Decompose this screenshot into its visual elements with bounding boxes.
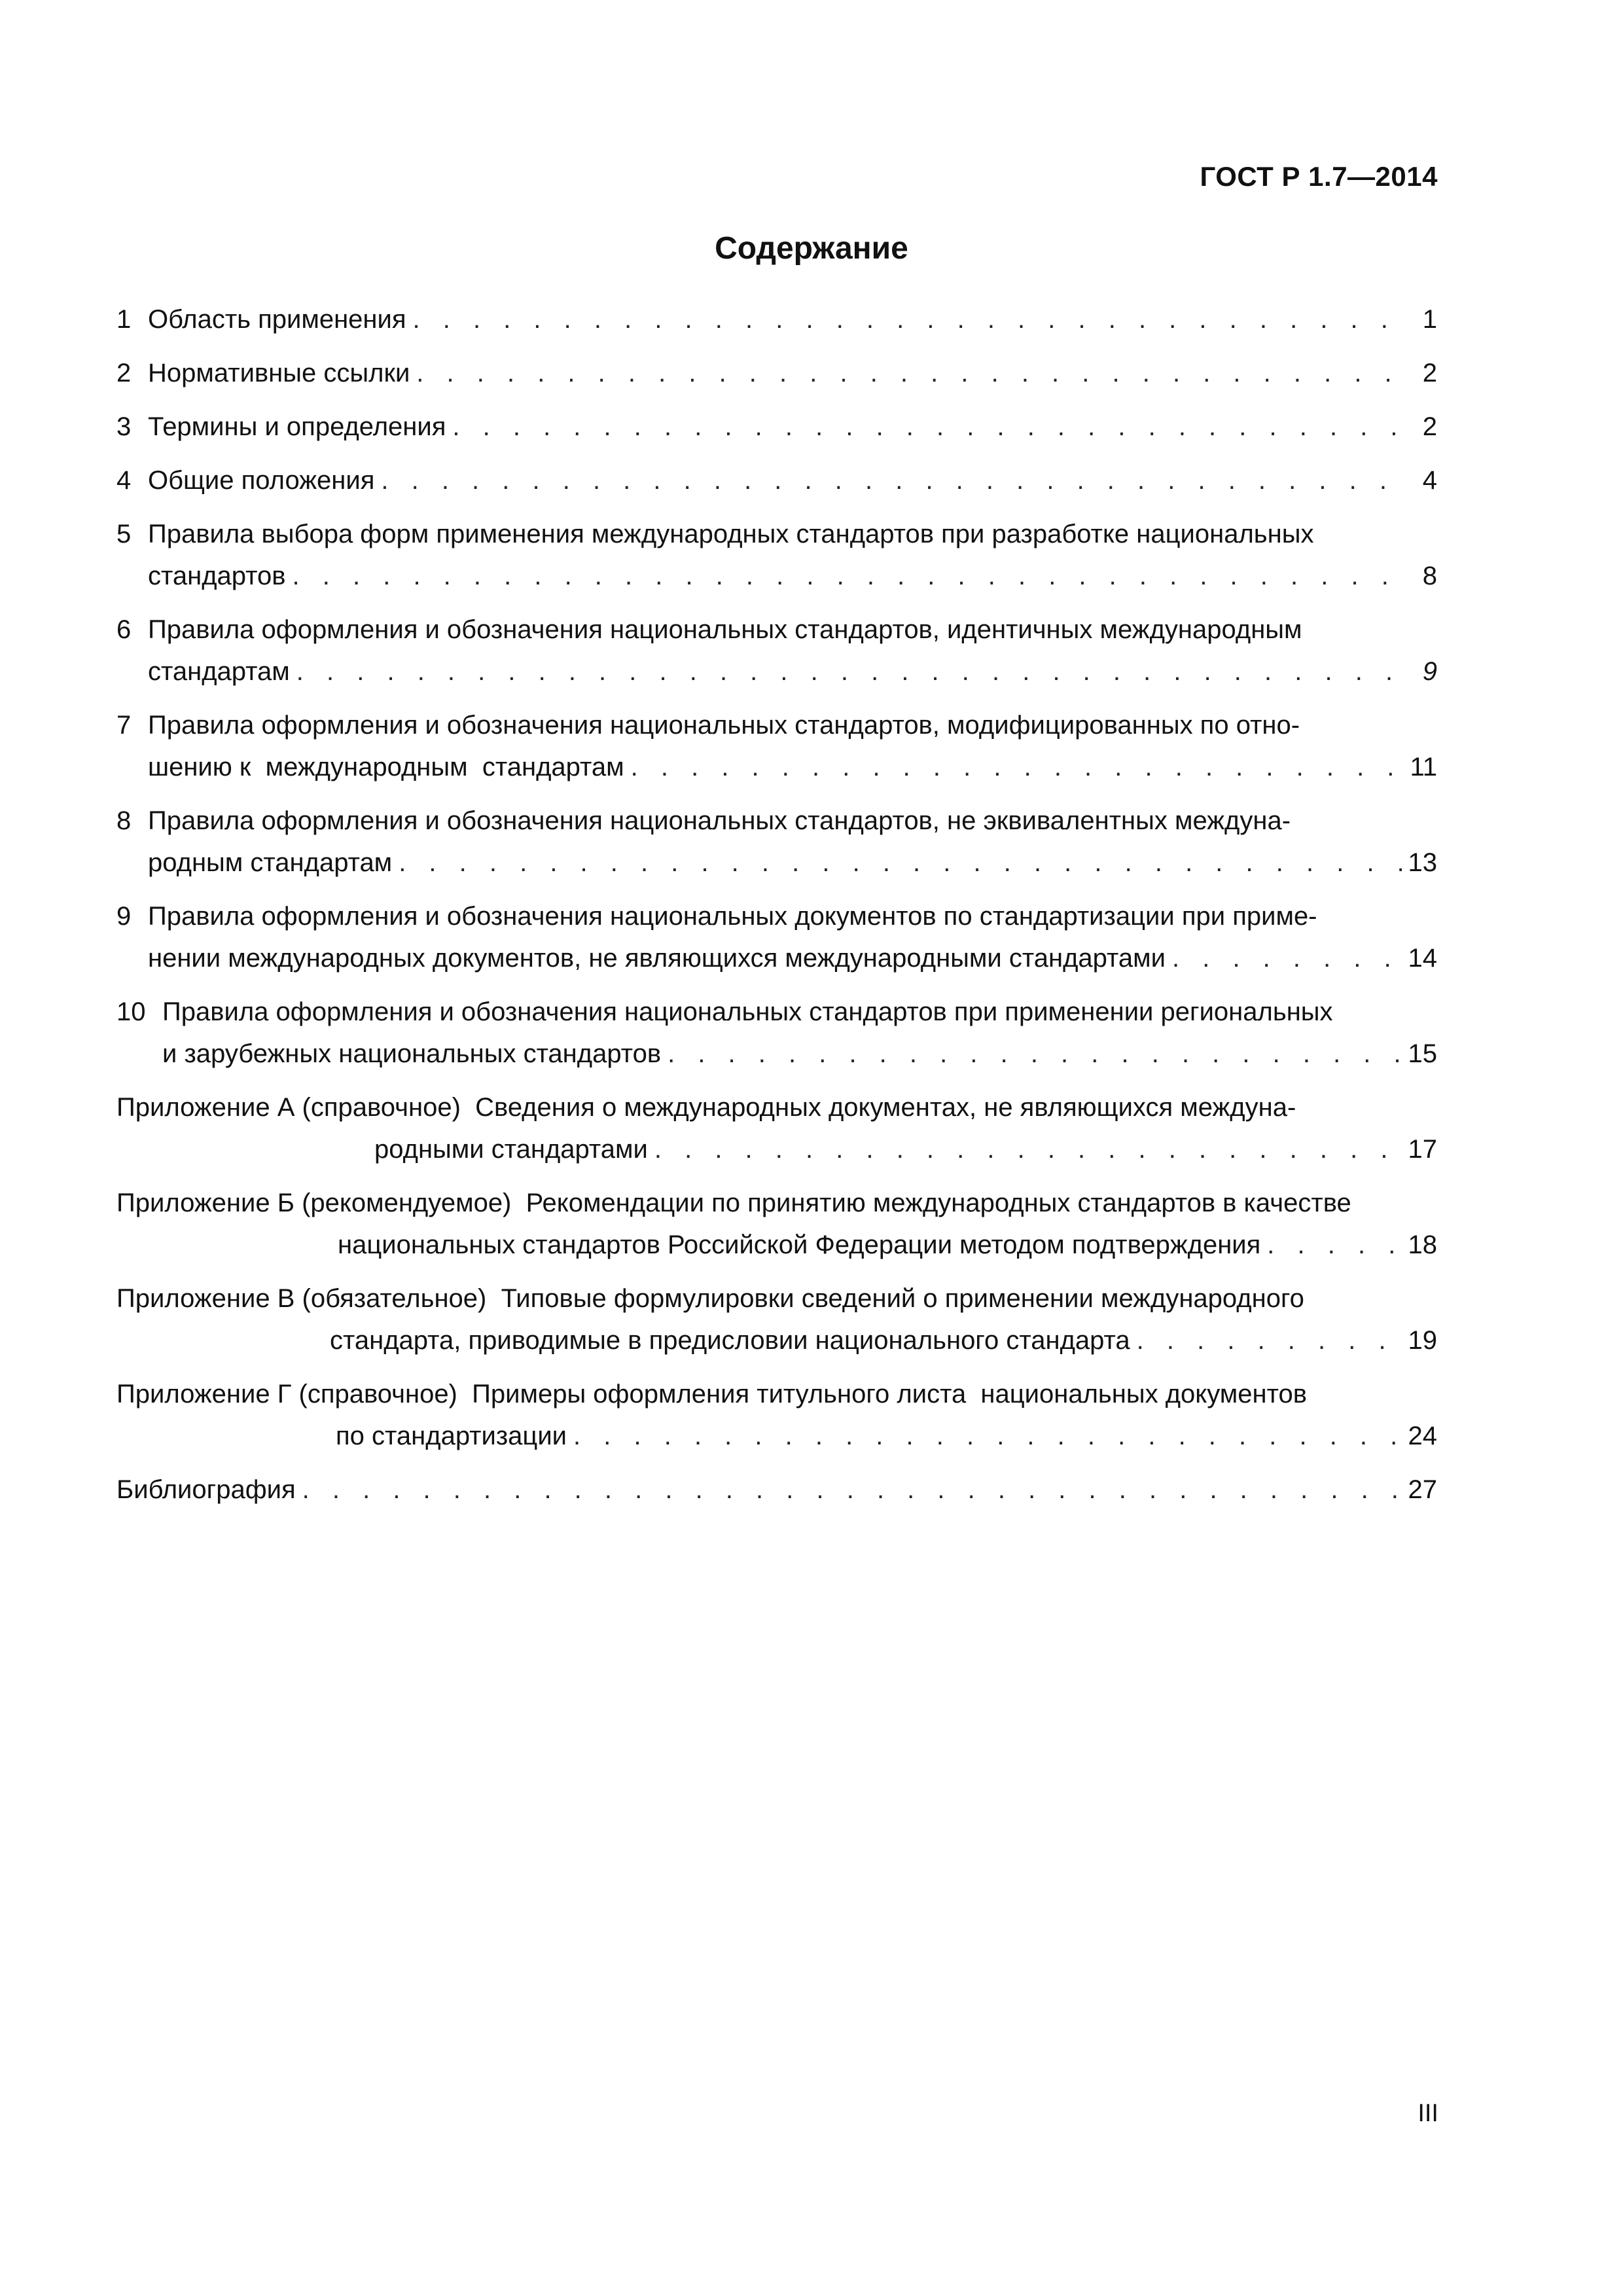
toc-entry-title: Нормативные ссылки <box>148 359 410 387</box>
toc-entry-title: Приложение Б (рекомендуемое) Рекомендации по принятию международных стандартов в качестве <box>116 1189 1351 1217</box>
toc-entry-title-continued: стандартов <box>148 562 286 590</box>
toc-entry-title: Правила оформления и обозначения национальных стандартов, идентичных международным <box>148 615 1302 644</box>
toc-entry-title-continued: стандартам <box>148 657 290 686</box>
dot-leader <box>452 406 1404 448</box>
document-code: ГОСТ Р 1.7—2014 <box>1200 161 1438 192</box>
toc-entry-5[interactable] <box>116 513 1437 597</box>
toc-entry-title-continued: нении международных документов, не являющихся международными стандартами <box>148 944 1166 973</box>
toc-entry-title-continued: по стандартизации <box>336 1422 567 1450</box>
dot-leader <box>1137 1319 1402 1361</box>
toc-entry-page: 15 <box>1408 1039 1437 1068</box>
toc-entry-8[interactable] <box>116 800 1437 884</box>
toc-entry-2[interactable] <box>116 352 1437 394</box>
toc-entry-page: 19 <box>1408 1326 1437 1355</box>
toc-entry-9[interactable] <box>116 895 1437 979</box>
toc-entry-title: Приложение А (справочное) Сведения о международных документах, не являющихся междуна- <box>116 1093 1296 1122</box>
toc-entry-appendix-v[interactable] <box>116 1278 1437 1361</box>
toc-entry-3[interactable] <box>116 406 1437 448</box>
toc-entry-number: 7 <box>116 711 132 740</box>
toc-entry-title: Библиография <box>116 1475 296 1504</box>
toc-entry-title-continued: родным стандартам <box>148 848 393 877</box>
dot-leader <box>293 555 1404 597</box>
toc-entry-page: 13 <box>1408 848 1437 877</box>
toc-entry-7[interactable] <box>116 704 1437 788</box>
dot-leader <box>1172 937 1402 979</box>
toc-entry-title-continued: стандарта, приводимые в предисловии национального стандарта <box>330 1326 1130 1355</box>
toc-entry-appendix-b[interactable] <box>116 1182 1437 1266</box>
toc-entry-title: Область применения <box>148 305 406 334</box>
toc-title: Содержание <box>715 231 908 266</box>
dot-leader <box>416 352 1404 394</box>
toc-entry-page: 14 <box>1408 944 1437 973</box>
dot-leader <box>399 842 1401 884</box>
table-of-contents <box>116 298 1437 1522</box>
toc-entry-page: 24 <box>1408 1422 1437 1450</box>
toc-entry-title: Правила выбора форм применения международных стандартов при разработке национальных <box>148 520 1314 548</box>
dot-leader <box>654 1128 1402 1170</box>
toc-entry-title-continued: родными стандартами <box>374 1135 648 1164</box>
toc-entry-page: 11 <box>1410 753 1437 781</box>
toc-entry-number: 8 <box>116 806 132 835</box>
dot-leader <box>573 1415 1401 1457</box>
toc-entry-title-continued: и зарубежных национальных стандартов <box>162 1039 662 1068</box>
toc-entry-page: 2 <box>1422 412 1437 441</box>
toc-entry-10[interactable] <box>116 991 1437 1075</box>
toc-entry-4[interactable] <box>116 459 1437 501</box>
toc-entry-6[interactable] <box>116 609 1437 692</box>
toc-entry-page: 4 <box>1422 466 1437 495</box>
toc-entry-page: 18 <box>1408 1230 1437 1259</box>
toc-entry-bibliography[interactable] <box>116 1469 1437 1511</box>
toc-entry-appendix-a[interactable] <box>116 1086 1437 1170</box>
dot-leader <box>631 746 1404 788</box>
toc-entry-title: Приложение В (обязательное) Типовые формулировки сведений о применении международного <box>116 1284 1304 1313</box>
toc-entry-page: 2 <box>1422 359 1437 387</box>
toc-entry-title: Термины и определения <box>148 412 446 441</box>
toc-entry-page: 17 <box>1408 1135 1437 1164</box>
toc-entry-number: 4 <box>116 466 132 495</box>
dot-leader <box>668 1033 1401 1075</box>
toc-entry-page: 27 <box>1408 1475 1437 1504</box>
toc-entry-title-continued: шению к международным стандартам <box>148 753 624 781</box>
toc-entry-number: 3 <box>116 412 132 441</box>
dot-leader <box>296 651 1404 692</box>
toc-entry-title: Правила оформления и обозначения национальных стандартов при применении региональных <box>162 997 1333 1026</box>
toc-entry-number: 5 <box>116 520 132 548</box>
toc-entry-title-continued: национальных стандартов Российской Федерации методом подтверждения <box>338 1230 1261 1259</box>
toc-entry-number: 1 <box>116 305 132 334</box>
toc-entry-number: 2 <box>116 359 132 387</box>
toc-entry-appendix-g[interactable] <box>116 1373 1437 1457</box>
page-number: III <box>1418 2100 1438 2127</box>
toc-entry-title: Правила оформления и обозначения национальных стандартов, не эквивалентных междуна- <box>148 806 1291 835</box>
toc-entry-1[interactable] <box>116 298 1437 340</box>
toc-entry-number: 10 <box>116 997 146 1026</box>
toc-entry-title: Приложение Г (справочное) Примеры оформления титульного листа национальных документов <box>116 1380 1308 1408</box>
dot-leader <box>381 459 1404 501</box>
toc-entry-title: Общие положения <box>148 466 375 495</box>
toc-entry-number: 6 <box>116 615 132 644</box>
toc-entry-title: Правила оформления и обозначения национальных стандартов, модифицированных по отно- <box>148 711 1300 740</box>
toc-entry-page: 1 <box>1422 305 1437 334</box>
dot-leader <box>1267 1224 1401 1266</box>
dot-leader <box>302 1469 1402 1511</box>
dot-leader <box>413 298 1404 340</box>
toc-entry-page: 9 <box>1422 657 1437 686</box>
toc-entry-title: Правила оформления и обозначения национальных документов по стандартизации при приме- <box>148 902 1317 931</box>
toc-entry-number: 9 <box>116 902 132 931</box>
toc-entry-page: 8 <box>1422 562 1437 590</box>
